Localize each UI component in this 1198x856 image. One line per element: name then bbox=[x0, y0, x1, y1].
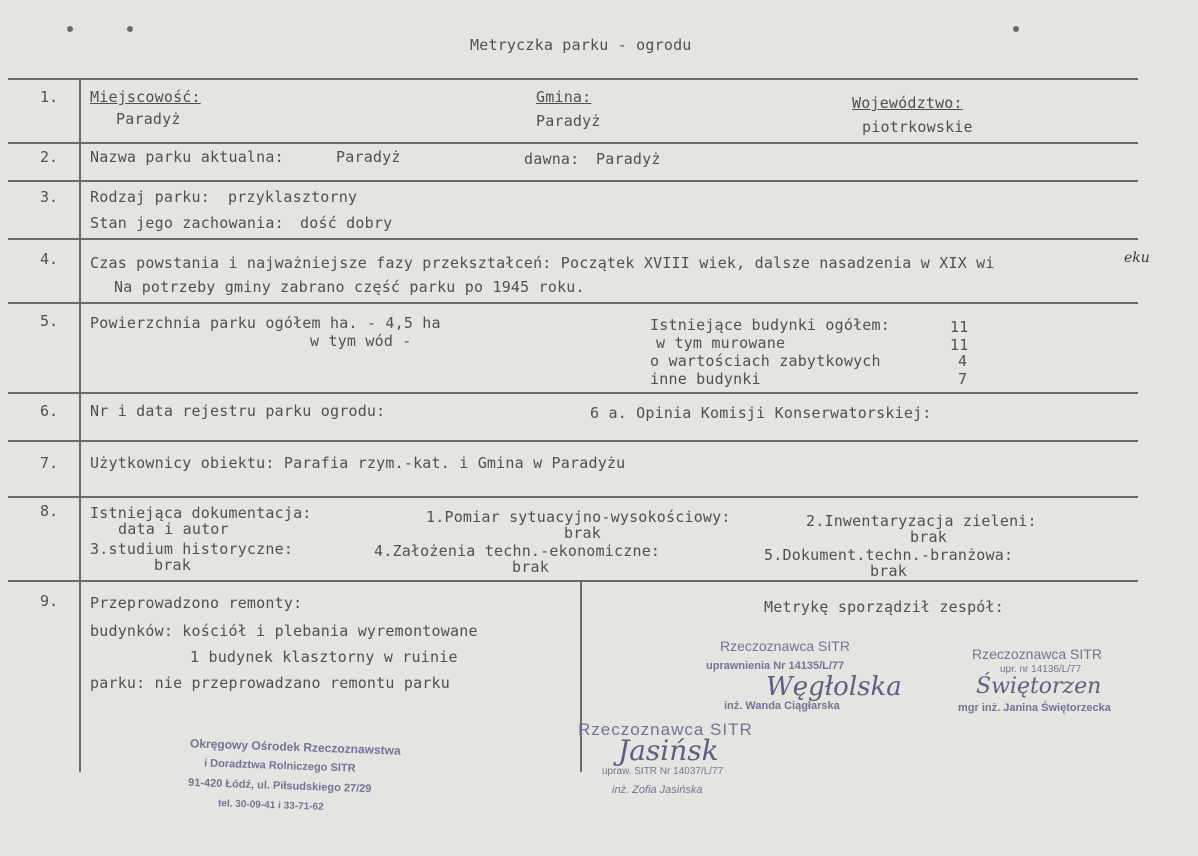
historia-line-2: Na potrzeby gminy zabrano część parku po 1945 roku. bbox=[114, 278, 585, 296]
row-number-9: 9. bbox=[40, 592, 59, 610]
rejestr-label: Nr i data rejestru parku ogrodu: bbox=[90, 402, 386, 420]
historia-line-1: Czas powstania i najważniejsze fazy przekształceń: Początek XVIII wiek, dalsze nasadzenia w XIX wi bbox=[90, 254, 995, 272]
inwentaryzacja-value: brak bbox=[910, 528, 947, 546]
nazwa-value: Paradyż bbox=[336, 148, 401, 166]
remonty-klasztorny: 1 budynek klasztorny w ruinie bbox=[190, 648, 458, 666]
dawna-label: dawna: bbox=[524, 150, 580, 168]
inwentaryzacja-label: 2.Inwentaryzacja zieleni: bbox=[806, 512, 1037, 530]
murowane-value: 11 bbox=[950, 336, 969, 354]
rule-row-4 bbox=[8, 302, 1138, 304]
data-autor-label: data i autor bbox=[118, 520, 229, 538]
dawna-value: Paradyż bbox=[596, 150, 661, 168]
opinia-label: 6 a. Opinia Komisji Konserwatorskiej: bbox=[590, 404, 932, 422]
rule-row-3 bbox=[8, 238, 1138, 240]
zabytkowe-label: o wartościach zabytkowych bbox=[650, 352, 881, 370]
rodzaj-value: przyklasztorny bbox=[228, 188, 358, 206]
stamp-3-signature: Jasińsk bbox=[618, 734, 719, 767]
zalozenia-label: 4.Założenia techn.-ekonomiczne: bbox=[374, 542, 661, 560]
row-number-8: 8. bbox=[40, 502, 59, 520]
budynki-ogolem-value: 11 bbox=[950, 318, 969, 336]
row-number-2: 2. bbox=[40, 148, 59, 166]
studium-label: 3.studium historyczne: bbox=[90, 540, 294, 558]
miejscowosc-label: Miejscowość: bbox=[90, 88, 201, 106]
row-number-5: 5. bbox=[40, 312, 59, 330]
dokument-value: brak bbox=[870, 562, 907, 580]
sporzadzil-label: Metrykę sporządził zespół: bbox=[764, 598, 1004, 616]
stamp-2-name: mgr inż. Janina Świętorzecka bbox=[958, 702, 1111, 714]
stamp-2-licence: upr. nr 14136/L/77 bbox=[1000, 664, 1082, 675]
dokumentacja-label: Istniejąca dokumentacja: bbox=[90, 504, 312, 522]
zabytkowe-value: 4 bbox=[958, 352, 968, 370]
institution-line-2: i Doradztwa Rolniczego SITR bbox=[203, 757, 356, 775]
row-number-4: 4. bbox=[40, 250, 59, 268]
row-number-1: 1. bbox=[40, 88, 59, 106]
rule-row-1 bbox=[8, 142, 1138, 144]
nazwa-label: Nazwa parku aktualna: bbox=[90, 148, 284, 166]
row-number-3: 3. bbox=[40, 188, 59, 206]
stamp-1-signature: Węgłolska bbox=[766, 672, 902, 702]
rule-row-6 bbox=[8, 440, 1138, 442]
gmina-value: Paradyż bbox=[536, 112, 601, 130]
inne-value: 7 bbox=[958, 370, 968, 388]
wojewodztwo-label: Województwo: bbox=[852, 94, 963, 112]
punch-hole bbox=[66, 18, 74, 26]
miejscowosc-value: Paradyż bbox=[116, 110, 181, 128]
document-title: Metryczka parku - ogrodu bbox=[470, 36, 692, 54]
row-number-6: 6. bbox=[40, 402, 59, 420]
rule-row-8 bbox=[8, 580, 1138, 582]
budynki-ogolem-label: Istniejące budynki ogółem: bbox=[650, 316, 890, 334]
stamp-2-title: Rzeczoznawca SITR bbox=[972, 646, 1102, 662]
powierzchnia-label: Powierzchnia parku ogółem ha. - 4,5 ha bbox=[90, 314, 441, 332]
studium-value: brak bbox=[154, 556, 191, 574]
rodzaj-label: Rodzaj parku: bbox=[90, 188, 210, 206]
institution-line-1: Okręgowy Ośrodek Rzeczoznawstwa bbox=[189, 736, 401, 758]
stan-value: dość dobry bbox=[300, 214, 393, 232]
stamp-2-signature: Świętorzen bbox=[976, 674, 1102, 699]
stamp-3-name: inż. Zofia Jasińska bbox=[612, 784, 703, 796]
rule-row-5 bbox=[8, 392, 1138, 394]
murowane-label: w tym murowane bbox=[656, 334, 786, 352]
rule-row-7 bbox=[8, 496, 1138, 498]
punch-hole bbox=[126, 18, 134, 26]
stamp-1-title: Rzeczoznawca SITR bbox=[720, 638, 850, 654]
handwritten-note: eku bbox=[1124, 250, 1150, 266]
dokument-label: 5.Dokument.techn.-branżowa: bbox=[764, 546, 1014, 564]
remonty-budynkow: budynków: kościół i plebania wyremontowane bbox=[90, 622, 478, 640]
inne-label: inne budynki bbox=[650, 370, 761, 388]
remonty-parku: parku: nie przeprowadzano remontu parku bbox=[90, 674, 450, 692]
gmina-label: Gmina: bbox=[536, 88, 592, 106]
institution-line-4: tel. 30-09-41 i 33-71-62 bbox=[217, 798, 324, 813]
stamp-3-licence: upraw. SITR Nr 14037/L/77 bbox=[602, 766, 724, 777]
institution-line-3: 91-420 Łódź, ul. Piłsudskiego 27/29 bbox=[187, 776, 372, 796]
uzytkownicy-line: Użytkownicy obiektu: Parafia rzym.-kat. i Gmina w Paradyżu bbox=[90, 454, 626, 472]
rule-row-9-divider bbox=[580, 580, 582, 772]
rule-top bbox=[8, 78, 1138, 80]
zalozenia-value: brak bbox=[512, 558, 549, 576]
rule-row-2 bbox=[8, 180, 1138, 182]
wod-label: w tym wód - bbox=[310, 332, 412, 350]
wojewodztwo-value: piotrkowskie bbox=[862, 118, 973, 136]
pomiar-value: brak bbox=[564, 524, 601, 542]
stan-label: Stan jego zachowania: bbox=[90, 214, 284, 232]
row-number-7: 7. bbox=[40, 454, 59, 472]
stamp-3-title: Rzeczoznawca SITR bbox=[578, 720, 753, 739]
rule-number-column bbox=[79, 78, 81, 772]
remonty-label: Przeprowadzono remonty: bbox=[90, 594, 303, 612]
punch-hole bbox=[1012, 18, 1020, 26]
stamp-1-name: inż. Wanda Ciągłarska bbox=[724, 700, 840, 712]
stamp-1-licence: uprawnienia Nr 14135/L/77 bbox=[706, 660, 845, 672]
pomiar-label: 1.Pomiar sytuacyjno-wysokościowy: bbox=[426, 508, 731, 526]
